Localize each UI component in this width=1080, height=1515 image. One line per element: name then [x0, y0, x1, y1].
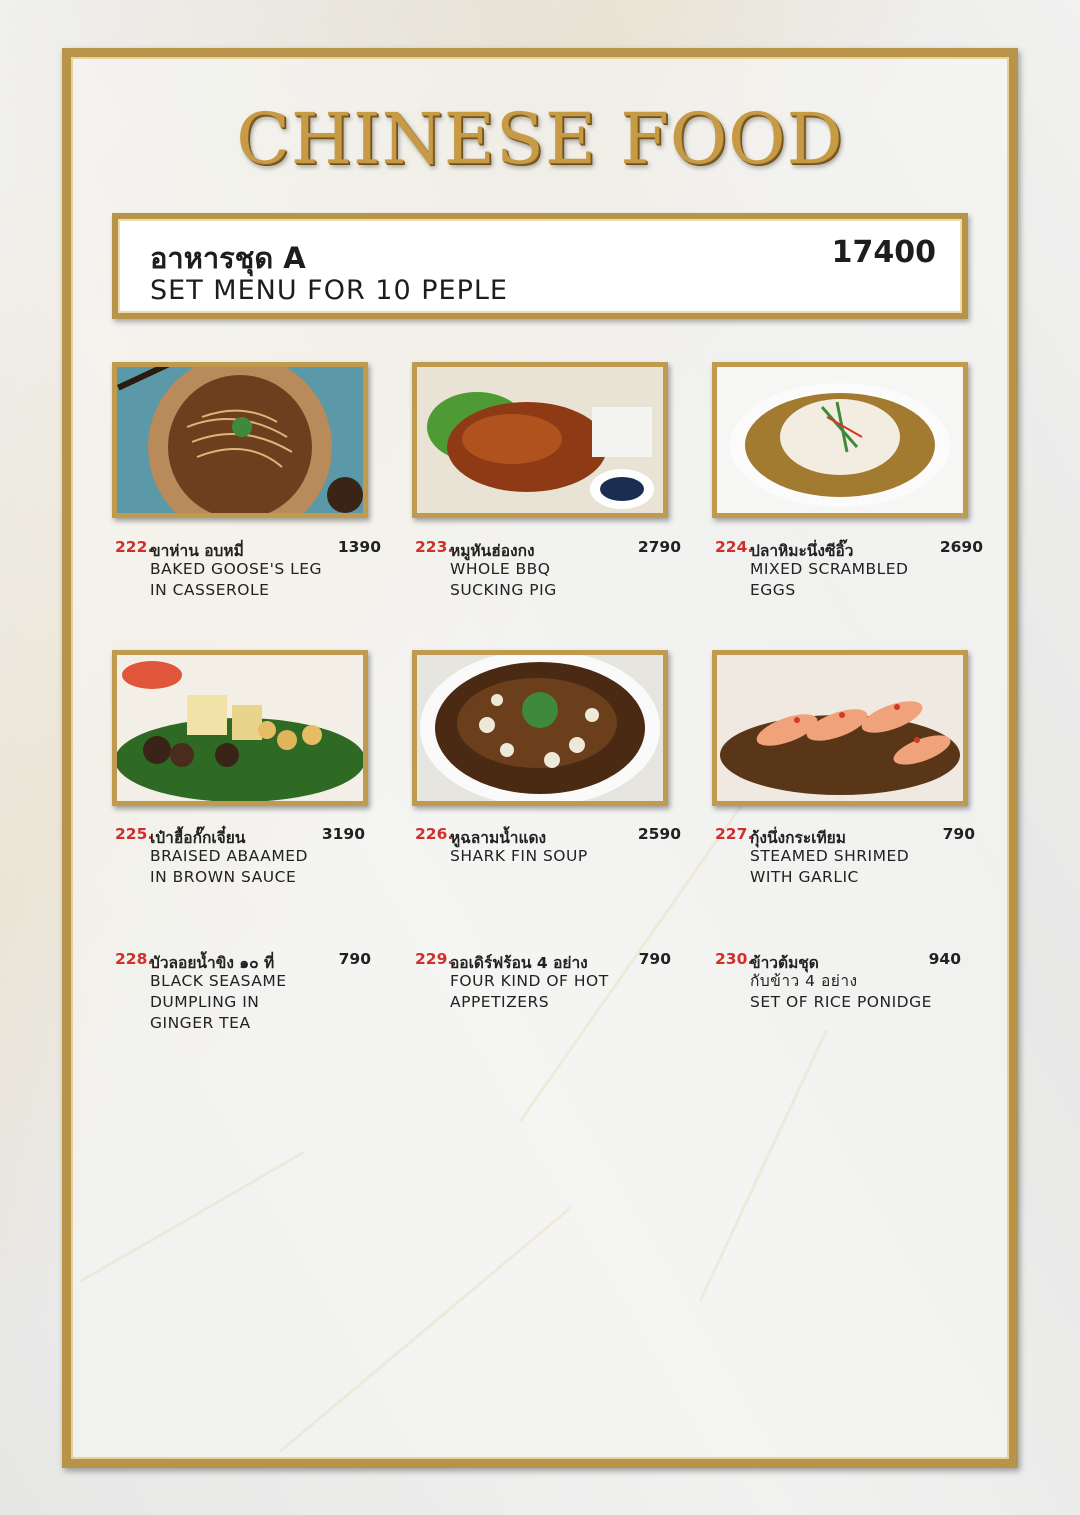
item-name-th: หูฉลามน้ำแดง — [450, 829, 547, 847]
item-number: 224. — [715, 538, 754, 556]
page-title: CHINESE FOOD — [236, 98, 844, 180]
menu-item — [715, 950, 971, 1020]
item-number: 230. — [715, 950, 754, 968]
menu-item — [415, 825, 681, 895]
dish-photo-goose-casserole — [112, 362, 368, 518]
set-menu-name-th: อาหารชุด A — [150, 241, 306, 275]
item-number: 226. — [415, 825, 454, 843]
item-name-en: WHOLE BBQ SUCKING PIG — [450, 560, 557, 599]
item-number: 222. — [115, 538, 154, 556]
item-name-en: BLACK SEASAME DUMPLING IN GINGER TEA — [150, 972, 287, 1032]
menu-item — [715, 825, 975, 895]
item-name-th: กุ้งนึ่งกระเทียม — [750, 829, 846, 847]
item-price: 2790 — [637, 538, 681, 556]
item-price: 3190 — [321, 825, 365, 843]
set-menu-box — [112, 213, 968, 319]
dish-photo-steamed-fish — [712, 362, 968, 518]
menu-item — [115, 538, 381, 608]
menu-item — [115, 950, 371, 1040]
item-price: 2690 — [939, 538, 983, 556]
item-price: 790 — [338, 950, 371, 968]
item-price: 2590 — [637, 825, 681, 843]
item-name-th: ปลาหิมะนึ่งซีอิ๊ว — [750, 542, 854, 560]
dish-photo-bbq-pig — [412, 362, 668, 518]
item-name-en: STEAMED SHRIMED WITH GARLIC — [750, 847, 910, 886]
item-name-th: ขาห่าน อบหมี่ — [150, 542, 244, 560]
item-name-en: BAKED GOOSE'S LEG IN CASSEROLE — [150, 560, 323, 599]
item-price: 790 — [942, 825, 975, 843]
menu-item — [715, 538, 983, 608]
item-number: 228. — [115, 950, 154, 968]
item-name-th: ออเดิร์ฟร้อน 4 อย่าง — [450, 954, 588, 972]
item-number: 225. — [115, 825, 154, 843]
item-name-th: หมูหันฮ่องกง — [450, 542, 535, 560]
dish-photo-abalone — [112, 650, 368, 806]
set-menu-price: 17400 — [831, 235, 936, 270]
item-price: 1390 — [337, 538, 381, 556]
item-name-en: FOUR KIND OF HOT APPETIZERS — [450, 972, 609, 1011]
dish-photo-steamed-shrimp — [712, 650, 968, 806]
set-menu-name-en: SET MENU FOR 10 PEPLE — [150, 275, 508, 306]
item-name-en: BRAISED ABAAMED IN BROWN SAUCE — [150, 847, 308, 886]
item-name-en: SHARK FIN SOUP — [450, 847, 588, 865]
item-price: 940 — [928, 950, 961, 968]
item-number: 223. — [415, 538, 454, 556]
item-price: 790 — [638, 950, 671, 968]
item-name-th: บัวลอยน้ำขิง ๑๐ ที่ — [150, 954, 275, 972]
item-number: 227. — [715, 825, 754, 843]
menu-item — [415, 950, 671, 1020]
item-name-en: MIXED SCRAMBLED EGGS — [750, 560, 909, 599]
item-number: 229. — [415, 950, 454, 968]
menu-item — [115, 825, 371, 895]
item-name-th: เป๋าฮื้อกั๊กเจี๋ยน — [150, 829, 246, 847]
item-name-th: ข้าวต้มชุด — [750, 954, 819, 972]
menu-item — [415, 538, 681, 608]
dish-photo-shark-fin-soup — [412, 650, 668, 806]
item-name-en: กับข้าว 4 อย่าง SET OF RICE PONIDGE — [750, 972, 932, 1011]
